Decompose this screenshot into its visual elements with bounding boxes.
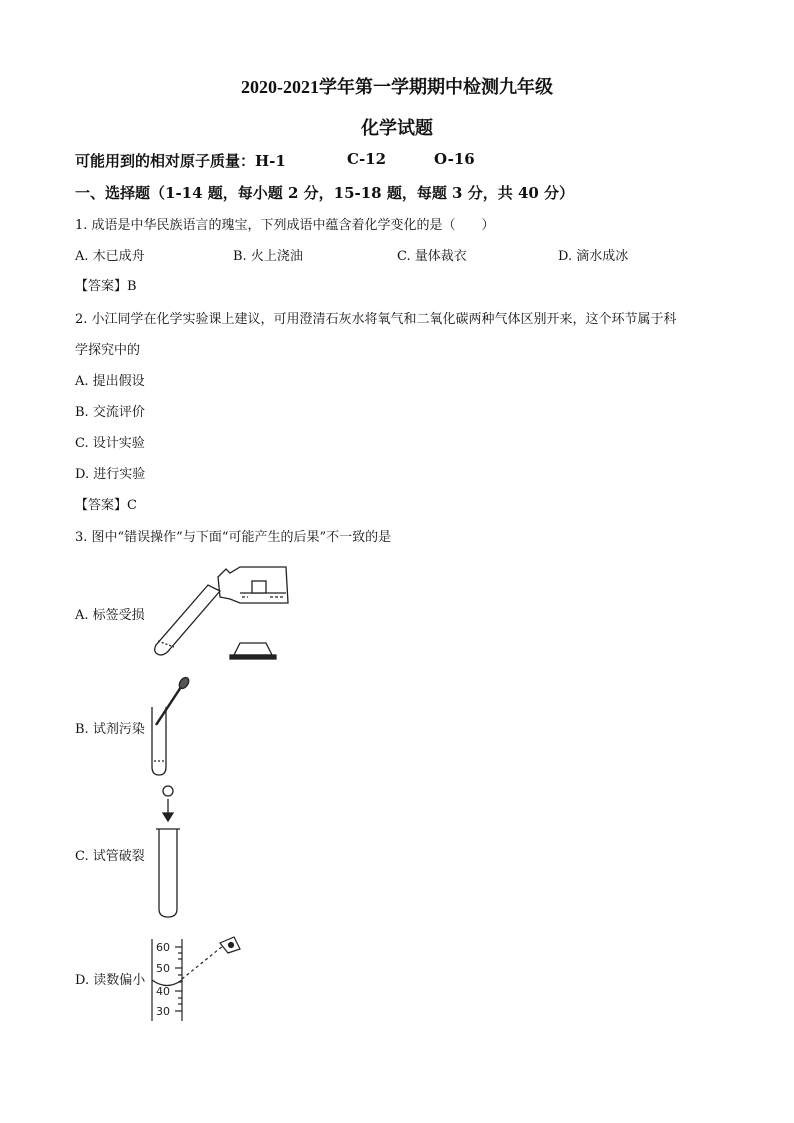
question-1-option-d: D. 滴水成冰 [558,249,629,264]
cylinder-tick-60: 60 [156,941,170,954]
question-1-answer: 【答案】B [75,279,137,294]
question-3-text: 3. 图中“错误操作”与下面“可能产生的后果”不一致的是 [75,530,392,545]
pouring-liquid-figure [148,555,288,665]
question-1-option-b: B. 火上浇油 [233,249,303,264]
question-1-option-c: C. 量体裁衣 [397,249,467,264]
question-2-text-line2: 学探究中的 [75,343,141,358]
question-3-option-c: C. 试管破裂 [75,849,145,864]
dropping-ball-figure [150,785,190,920]
question-3-option-a: A. 标签受损 [75,608,145,623]
question-2-option-d: D. 进行实验 [75,467,146,482]
atomic-mass-c: C-12 [347,150,387,168]
question-2-text-line1: 2. 小江同学在化学实验课上建议，可用澄清石灰水将氧气和二氧化碳两种气体区别开来，这个环节属于科 [75,312,677,327]
section-heading: 一、选择题（1-14 题，每小题 2 分，15-18 题，每题 3 分，共 40 分） [75,184,575,202]
question-1-option-a: A. 木已成舟 [75,249,145,264]
question-2-answer: 【答案】C [75,498,137,513]
question-2-option-c: C. 设计实验 [75,436,145,451]
cylinder-tick-40: 40 [156,985,170,998]
question-2-option-b: B. 交流评价 [75,405,145,420]
question-1-text: 1. 成语是中华民族语言的瑰宝，下列成语中蕴含着化学变化的是（ ） [75,218,495,233]
graduated-cylinder-figure [148,935,248,1025]
page-title: 2020-2021学年第一学期期中检测九年级 [241,77,553,97]
cylinder-tick-30: 30 [156,1005,170,1018]
question-3-option-d: D. 读数偏小 [75,973,146,988]
question-3-option-b: B. 试剂污染 [75,722,145,737]
page-subtitle: 化学试题 [361,118,433,138]
question-2-option-a: A. 提出假设 [75,374,145,389]
atomic-mass-label: 可能用到的相对原子质量：H-1 [75,152,286,170]
cylinder-tick-50: 50 [156,962,170,975]
dropper-figure [145,677,195,777]
atomic-mass-o: O-16 [434,150,475,168]
